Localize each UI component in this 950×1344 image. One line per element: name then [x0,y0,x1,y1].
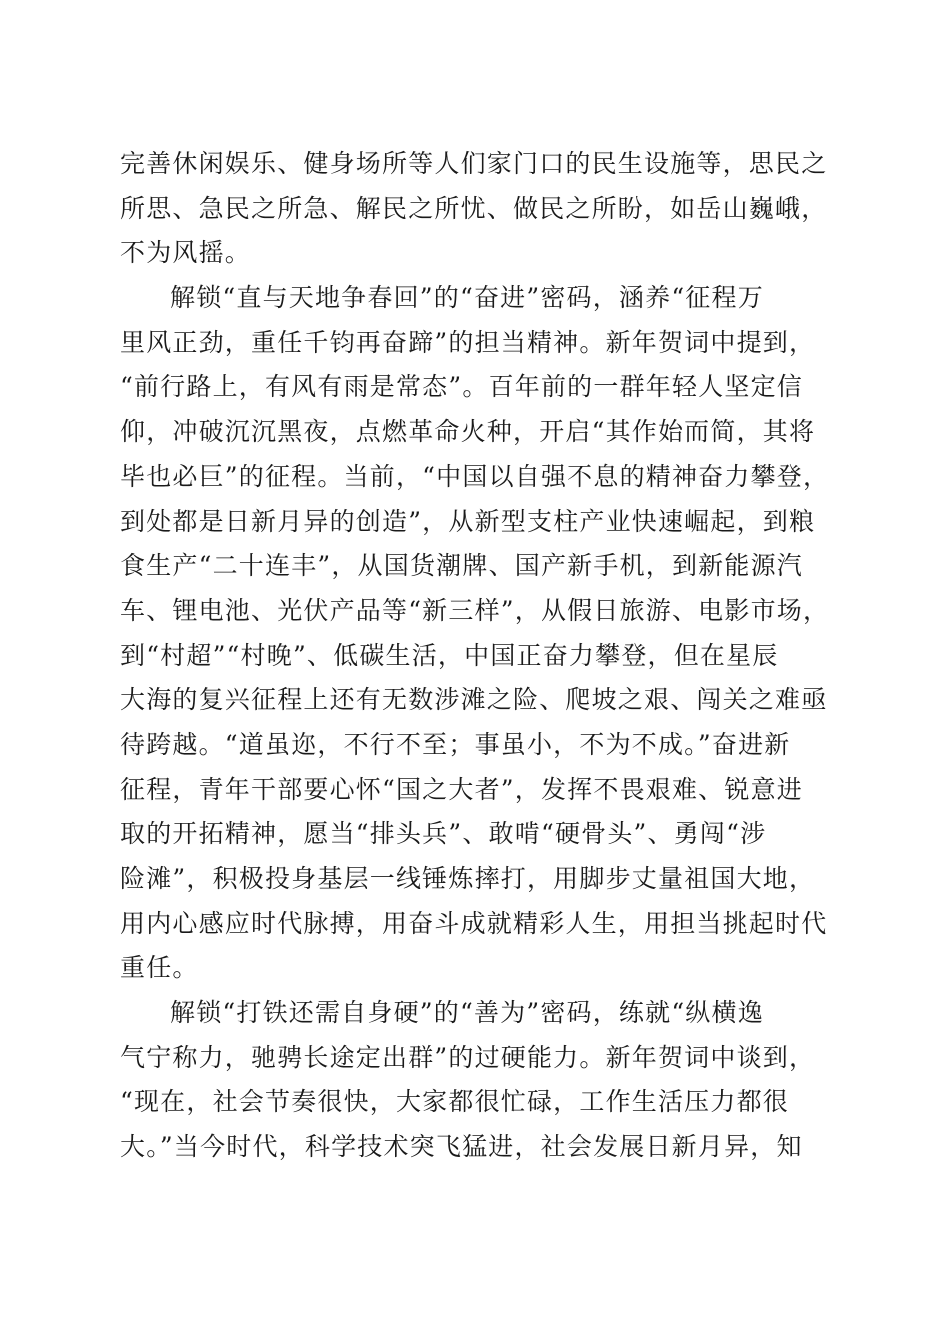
text-line: 仰，冲破沉沉黑夜，点燃革命火种，开启“其作始而简，其将 [120,417,816,447]
body-text [120,142,840,1170]
text-line: 不为风摇。 [120,238,252,268]
text-line: 到“村超”“村晚”、低碳生活，中国正奋力攀登，但在星辰 [120,640,779,670]
text-line: 所思、急民之所急、解民之所忧、做民之所盼，如岳山巍峨， [120,193,828,223]
text-line: 用内心感应时代脉搏，用奋斗成就精彩人生，用担当挑起时代 [120,908,828,938]
text-line: 食生产“二十连丰”，从国货潮牌、国产新手机，到新能源汽 [120,551,803,581]
text-line: “前行路上，有风有雨是常态”。百年前的一群年轻人坚定信 [120,372,803,402]
text-line: 毕也必巨”的征程。当前，“中国以自强不息的精神奋力攀登， [120,461,830,491]
text-line: 重任。 [120,953,199,983]
text-line: 待跨越。“道虽迩，不行不至；事虽小，不为不成。”奋进新 [120,729,791,759]
text-line: 大海的复兴征程上还有无数涉滩之险、爬坡之艰、闯关之难亟 [120,685,828,715]
text-line: 险滩”，积极投身基层一线锤炼摔打，用脚步丈量祖国大地， [120,864,816,893]
text-line: “现在，社会节奏很快，大家都很忙碌，工作生活压力都很 [120,1087,789,1117]
paragraph-start-line: 解锁“直与天地争春回”的“奋进”密码，涵养“征程万 [170,283,764,313]
text-line: 取的开拓精神，愿当“排头兵”、敢啃“硬骨头”、勇闯“涉 [120,819,767,849]
text-line: 车、锂电池、光伏产品等“新三样”，从假日旅游、电影市场， [120,595,830,625]
text-line: 气宁称力，驰骋长途定出群”的过硬能力。新年贺词中谈到， [120,1042,816,1072]
paragraph-start-line: 解锁“打铁还需自身硬”的“善为”密码，练就“纵横逸 [170,998,764,1028]
text-line: 大。”当今时代，科学技术突飞猛进，社会发展日新月异，知 [120,1132,803,1162]
text-line: 里风正劲，重任千钧再奋蹄”的担当精神。新年贺词中提到， [120,327,816,357]
text-line: 征程，青年干部要心怀“国之大者”，发挥不畏艰难、锐意进 [120,774,803,804]
text-line: 到处都是日新月异的创造”，从新型支柱产业快速崛起，到粮 [120,506,816,536]
text-line: 完善休闲娱乐、健身场所等人们家门口的民生设施等，思民之 [120,149,828,178]
